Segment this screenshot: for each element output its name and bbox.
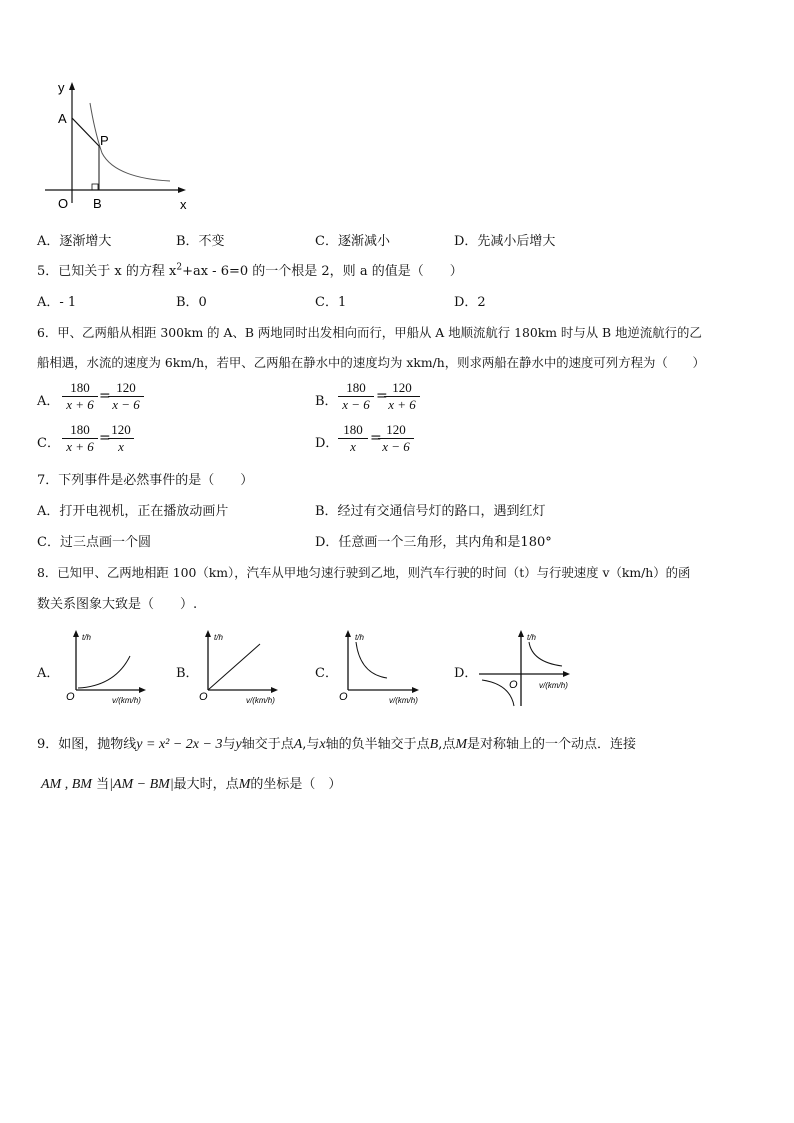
- y-axis-arrow-icon: [73, 630, 79, 637]
- q9-text-coord: 的坐标是（ ）: [250, 777, 342, 792]
- q9-text-e: 轴的负半轴交于点: [325, 737, 430, 752]
- q5-option-a: A．- 1: [37, 295, 77, 310]
- q9-text-g: 是对称轴上的一个动点．连接: [467, 737, 637, 752]
- y-label: t/h: [82, 633, 91, 642]
- q7-option-b: B．经过有交通信号灯的路口，遇到红灯: [315, 504, 546, 519]
- frac-num: 180: [343, 422, 363, 437]
- point-b-label: B: [93, 196, 102, 211]
- origin-label: O: [339, 691, 348, 703]
- q8-stem-line2: 数关系图象大致是（ ）.: [37, 597, 198, 612]
- q6-option-c-left-frac: [62, 422, 98, 455]
- origin-label: O: [199, 691, 208, 703]
- x-axis-arrow-icon: [563, 671, 570, 677]
- frac-num: 120: [392, 380, 412, 395]
- q9-equation: y = x² − 2x − 3: [136, 737, 223, 752]
- y-label: t/h: [214, 633, 223, 642]
- point-a-label: A: [58, 111, 67, 126]
- q5-stem-after: +ax - 6=0 的一个根是 2，则 a 的值是（ ）: [182, 264, 463, 279]
- frac-num: 120: [116, 380, 136, 395]
- segment-ap: [72, 118, 99, 146]
- q6-option-d-letter: D．: [315, 436, 339, 451]
- frac-den: x − 6: [378, 438, 414, 455]
- q9-am-bm: AM , BM: [41, 777, 92, 792]
- q9-text-c: 轴交于点: [241, 737, 294, 752]
- q9-text-d: ,与: [302, 737, 320, 752]
- curve-branch-positive: [529, 642, 562, 666]
- curve: [356, 642, 387, 678]
- x-axis-arrow-icon: [178, 187, 186, 193]
- frac-num: 120: [111, 422, 131, 437]
- q6-option-b-letter: B．: [315, 394, 338, 409]
- equals-sign: =: [99, 388, 111, 404]
- x-label: x: [180, 197, 187, 212]
- q6-option-c-right-frac: [108, 422, 134, 455]
- y-label: t/h: [355, 633, 364, 642]
- q9-text-max: 最大时，点: [173, 777, 239, 792]
- q8-option-b-letter: B．: [176, 666, 199, 681]
- x-label: v/(km/h): [389, 696, 418, 705]
- q8-graph-b: [196, 628, 296, 708]
- x-axis-arrow-icon: [139, 687, 146, 693]
- origin-label: O: [58, 196, 69, 211]
- q8-graph-a: [60, 628, 160, 708]
- x-axis-arrow-icon: [271, 687, 278, 693]
- frac-den: x + 6: [62, 396, 98, 413]
- q9-abs-expr: |AM − BM|: [109, 777, 174, 792]
- q8-graph-c: [335, 628, 435, 708]
- q8-option-c-letter: C．: [315, 666, 338, 681]
- x-label: v/(km/h): [112, 696, 141, 705]
- origin-label: O: [66, 691, 75, 703]
- q6-option-a-letter: A．: [37, 394, 60, 409]
- q7-option-c: C．过三点画一个圆: [37, 535, 151, 550]
- q6-option-c-letter: C．: [37, 436, 60, 451]
- point-p-label: P: [100, 133, 109, 148]
- q9-text-a: 9．如图，抛物线: [37, 737, 137, 752]
- q8-option-a-letter: A．: [37, 666, 60, 681]
- x-label: v/(km/h): [246, 696, 275, 705]
- q9-text-b: 与: [222, 737, 236, 752]
- q6-stem-line1: 6．甲、乙两船从相距 300km 的 A、B 两地同时出发相向而行，甲船从 A 地顺流航行 180km 时与从 B 地逆流航行的乙: [37, 325, 702, 340]
- q4-option-a: A．逐渐增大: [37, 234, 112, 249]
- y-axis-arrow-icon: [69, 82, 75, 90]
- q9-text-when: 当: [96, 777, 110, 792]
- equals-sign: =: [99, 430, 111, 446]
- q9-point-m: M: [455, 737, 468, 752]
- frac-den: x: [338, 438, 368, 455]
- q4-option-d: D．先减小后增大: [454, 234, 556, 249]
- frac-num: 120: [386, 422, 406, 437]
- y-axis-arrow-icon: [345, 630, 351, 637]
- origin-label: O: [509, 679, 518, 691]
- q6-option-d-right-frac: [378, 422, 414, 455]
- frac-den: x: [108, 438, 134, 455]
- q5-option-b: B．0: [176, 295, 207, 310]
- frac-den: x − 6: [108, 396, 144, 413]
- q4-option-c: C．逐渐减小: [315, 234, 390, 249]
- q6-option-d-left-frac: [338, 422, 368, 455]
- frac-den: x + 6: [62, 438, 98, 455]
- y-label: y: [58, 80, 65, 95]
- q6-option-b-right-frac: [384, 380, 420, 413]
- x-axis-arrow-icon: [412, 687, 419, 693]
- frac-den: x − 6: [338, 396, 374, 413]
- q7-option-d: D．任意画一个三角形，其内角和是180°: [315, 535, 552, 550]
- q7-stem: 7．下列事件是必然事件的是（ ）: [37, 473, 254, 488]
- q7-option-a: A．打开电视机，正在播放动画片: [37, 504, 229, 519]
- q9-text-f: ,点: [438, 737, 456, 752]
- q4-option-b: B．不变: [176, 234, 225, 249]
- q9-line1: [37, 733, 636, 753]
- frac-den: x + 6: [384, 396, 420, 413]
- y-label: t/h: [527, 633, 536, 642]
- q8-option-d-letter: D．: [454, 666, 478, 681]
- q5-option-d: D．2: [454, 295, 486, 310]
- equals-sign: =: [370, 430, 382, 446]
- q6-option-b-left-frac: [338, 380, 374, 413]
- q6-stem-line2: 船相遇，水流的速度为 6km/h，若甲、乙两船在静水中的速度均为 xkm/h，则求两船在静水中的速度可列方程为（ ）: [37, 355, 705, 370]
- q8-stem-line1: 8．已知甲、乙两地相距 100（km），汽车从甲地匀速行驶到乙地，则汽车行驶的时间（t）与行驶速度 v（km/h）的函: [37, 565, 691, 580]
- q4-figure: [40, 78, 200, 213]
- equals-sign: =: [376, 388, 388, 404]
- q9-line2: [41, 773, 341, 793]
- frac-num: 180: [346, 380, 366, 395]
- q6-option-a-left-frac: [62, 380, 98, 413]
- q5-stem-sup: 2: [176, 262, 183, 273]
- frac-num: 180: [70, 422, 90, 437]
- y-axis-arrow-icon: [205, 630, 211, 637]
- frac-num: 180: [70, 380, 90, 395]
- q5-option-c: C．1: [315, 295, 347, 310]
- q9-point-m2: M: [238, 777, 251, 792]
- q9-point-b: B: [429, 737, 439, 752]
- y-axis-arrow-icon: [518, 630, 524, 637]
- q5-stem-before: 5．已知关于 x 的方程 x: [37, 264, 177, 279]
- q6-option-a-right-frac: [108, 380, 144, 413]
- q9-point-a: A: [293, 737, 303, 752]
- q8-graph-d: [474, 628, 584, 708]
- right-angle-mark: [92, 184, 98, 190]
- line: [208, 644, 260, 690]
- q9-var-y: y: [235, 737, 242, 752]
- q5-stem: [37, 260, 463, 279]
- q9-var-x: x: [319, 737, 326, 752]
- x-label: v/(km/h): [539, 681, 568, 690]
- curve: [78, 656, 130, 688]
